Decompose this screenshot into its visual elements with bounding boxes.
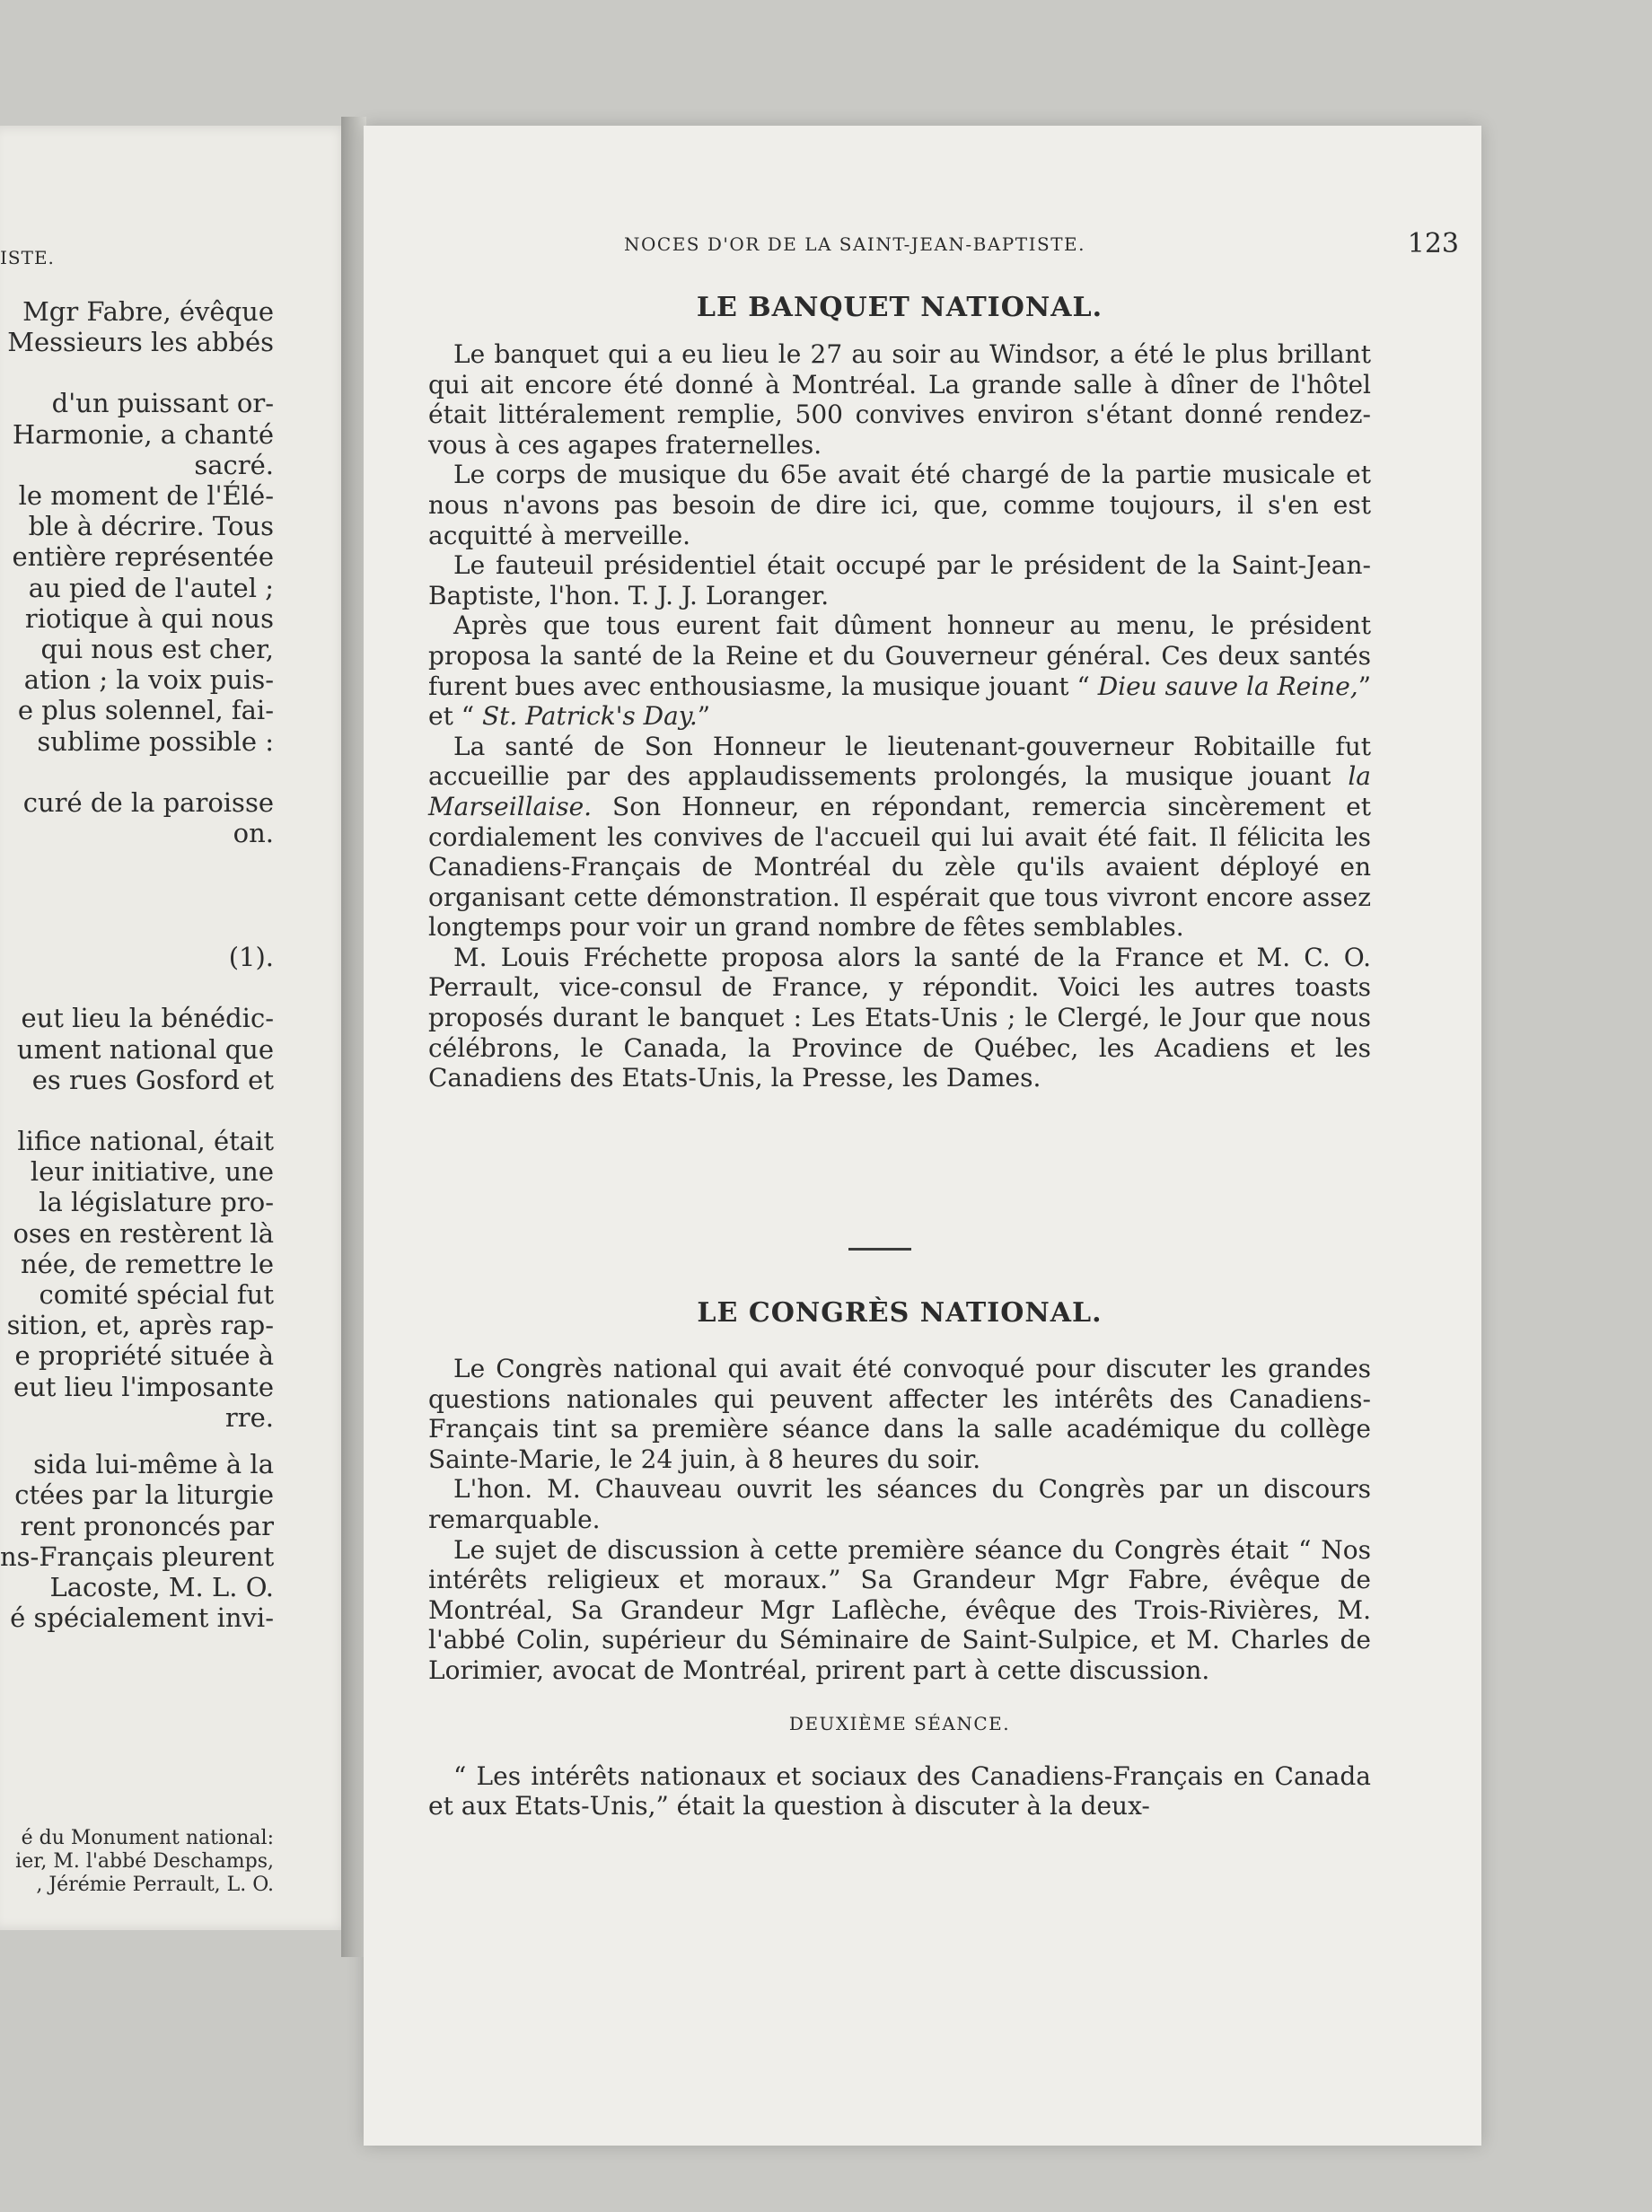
left-line: ble à décrire. Tous [28, 511, 274, 542]
left-line: sition, et, après rap- [6, 1310, 274, 1341]
footnote-line: é du Monument national: [21, 1827, 274, 1849]
left-running-head: ISTE. [0, 247, 55, 268]
left-line: é spécialement invi- [10, 1602, 274, 1634]
left-line: née, de remettre le [20, 1248, 274, 1279]
congres-paragraph-3: Le sujet de discussion à cette première séance du Congrès était “ Nos intérêts religieux et moraux.” Sa Grandeur Mgr Fabre, évêque de Montréal, Sa Grandeur Mgr Laflèche, évêque des Trois-Rivières, M. l'abbé Colin, supérieur du Séminaire de Saint-Sulpice, et M. Charles de Lorimier, avocat de Montréal, prirent part à cette discussion. [428, 1534, 1371, 1685]
left-line: comité spécial fut [39, 1279, 274, 1311]
left-line: qui nous est cher, [40, 634, 274, 665]
congres-paragraph-2: L'hon. M. Chauveau ouvrit les séances du Congrès par un discours remarquable. [428, 1474, 1371, 1534]
right-page [364, 126, 1481, 2146]
left-line: rent prononcés par [20, 1510, 274, 1541]
banquet-paragraph-5: La santé de Son Honneur le lieutenant-gouverneur Robitaille fut accueillie par des applaudissements prolongés, la musique jouant la Marseillaise. Son Honneur, en répondant, remercia sincèrement et cordialement les convives de l'accueil qui lui avait été fait. Il félicita les Canadiens-Français de Montréal du zèle qu'ils avaient déployé en organisant cette démonstration. Il espérait que tous vivront encore assez longtemps pour voir un grand nombre de fêtes semblables. [428, 731, 1371, 943]
book-gutter [341, 117, 366, 1957]
deuxieme-seance-heading: DEUXIÈME SÉANCE. [788, 1712, 1011, 1734]
left-line: la législature pro- [39, 1187, 274, 1218]
left-page [0, 126, 350, 1930]
congres-title: LE CONGRÈS NATIONAL. [697, 1297, 1103, 1329]
left-line: lifice national, était [17, 1126, 274, 1157]
footnote-line: , Jérémie Perrault, L. O. [36, 1874, 274, 1896]
left-line: ctées par la liturgie [14, 1479, 274, 1511]
banquet-paragraph-6: M. Louis Fréchette proposa alors la santé de la France et M. C. O. Perrault, vice-consul de France, y répondit. Voici les autres toasts proposés durant le banquet : Les Etats-Unis ; le Clergé, le Jour que nous célébrons, le Canada, la Province de Québec, les Acadiens et les Canadiens des Etats-Unis, la Presse, les Dames. [428, 942, 1371, 1093]
left-line: on. [233, 818, 274, 849]
left-line: Mgr Fabre, évêque [22, 296, 274, 327]
left-line: e plus solennel, fai- [17, 695, 274, 726]
left-line: e propriété située à [14, 1340, 274, 1372]
section-divider [848, 1248, 911, 1251]
left-line: Messieurs les abbés [7, 327, 274, 358]
left-line: sida lui-même à la [33, 1449, 274, 1480]
left-line: d'un puissant or- [51, 388, 274, 419]
banquet-paragraph-3: Le fauteuil présidentiel était occupé par le président de la Saint-Jean-Baptiste, l'hon. T. J. J. Loranger. [428, 550, 1371, 610]
left-line: sacré. [194, 449, 274, 480]
banquet-section [428, 292, 1371, 1093]
footnote-line: ier, M. l'abbé Deschamps, [15, 1850, 274, 1873]
page-number: 123 [1407, 228, 1459, 259]
banquet-paragraph-1: Le banquet qui a eu lieu le 27 au soir au Windsor, a été le plus brillant qui ait encore été donné à Montréal. La grande salle à dîner de l'hôtel était littéralement remplie, 500 convives environ s'étant donné rendez-vous à ces agapes fraternelles. [428, 339, 1371, 460]
left-line: (1). [228, 942, 274, 973]
banquet-title: LE BANQUET NATIONAL. [696, 292, 1103, 323]
left-line: leur initiative, une [30, 1156, 274, 1188]
left-line: ation ; la voix puis- [23, 664, 274, 696]
left-line: curé de la paroisse [22, 786, 274, 818]
left-page-text [0, 296, 274, 1633]
left-line: Harmonie, a chanté [12, 418, 274, 450]
left-line: eut lieu l'imposante [13, 1371, 274, 1402]
left-line: au pied de l'autel ; [28, 572, 274, 603]
left-line: ns-Français pleurent [0, 1540, 275, 1572]
left-line: oses en restèrent là [13, 1217, 274, 1249]
left-line: riotique à qui nous [24, 602, 274, 634]
left-footnote [0, 1827, 274, 1897]
left-line: eut lieu la bénédic- [21, 1003, 274, 1034]
left-line: ument national que [16, 1033, 274, 1065]
left-line: le moment de l'Élé- [18, 480, 274, 512]
left-line: entière représentée [12, 541, 274, 573]
left-line: sublime possible : [37, 725, 274, 757]
running-title: NOCES D'OR DE LA SAINT-JEAN-BAPTISTE. [624, 233, 1085, 255]
banquet-paragraph-2: Le corps de musique du 65e avait été chargé de la partie musicale et nous n'avons pas besoin de dire ici, que, comme toujours, il s'en est acquitté à merveille. [428, 460, 1371, 550]
running-head [624, 228, 1459, 269]
banquet-paragraph-4: Après que tous eurent fait dûment honneur au menu, le président proposa la santé de la Reine et du Gouverneur général. Ces deux santés furent bues avec enthousiasme, la musique jouant “ Dieu sauve la Reine,” et “ St. Patrick's Day.” [428, 610, 1372, 732]
left-line: rre. [224, 1401, 274, 1433]
left-line: Lacoste, M. L. O. [49, 1571, 274, 1602]
congres-paragraph-1: Le Congrès national qui avait été convoqué pour discuter les grandes questions nationales qui peuvent affecter les intérêts des Canadiens-Français tint sa première séance dans la salle académique du collège Sainte-Marie, le 24 juin, à 8 heures du soir. [428, 1354, 1371, 1474]
congres-section [428, 1297, 1371, 1821]
left-line: es rues Gosford et [31, 1064, 274, 1095]
congres-paragraph-4: “ Les intérêts nationaux et sociaux des Canadiens-Français en Canada et aux Etats-Unis,” était la question à discuter à la deux- [428, 1760, 1371, 1821]
